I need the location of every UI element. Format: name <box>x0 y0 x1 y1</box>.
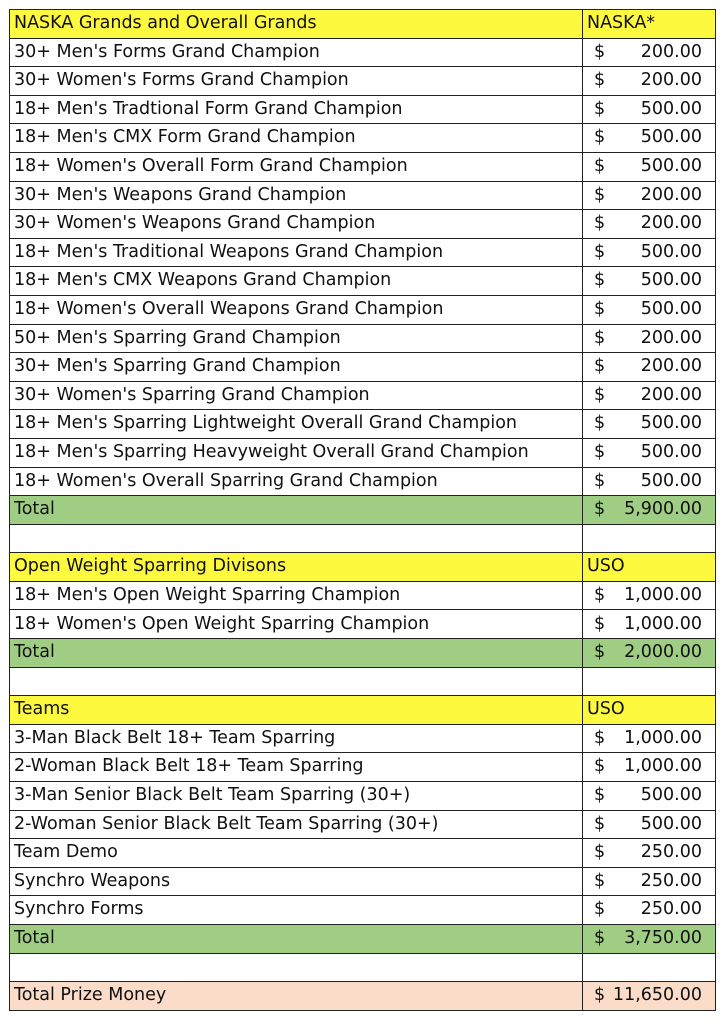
prize-row <box>10 467 716 496</box>
currency-symbol: $ <box>594 928 606 949</box>
label-cell[interactable] <box>10 696 583 725</box>
amount-value: 500.00 <box>640 127 702 148</box>
label-cell[interactable] <box>10 381 583 410</box>
prize-row <box>10 896 716 925</box>
label-text: Open Weight Sparring Divisons <box>14 556 287 577</box>
grand-total-row <box>10 982 716 1011</box>
label-cell[interactable] <box>10 181 583 210</box>
label-cell[interactable] <box>10 267 583 296</box>
amount-cell[interactable] <box>583 95 716 124</box>
label-cell[interactable] <box>10 724 583 753</box>
label-text: 30+ Men's Forms Grand Champion <box>14 41 320 62</box>
amount-value: 500.00 <box>640 413 702 434</box>
label-text: 30+ Men's Weapons Grand Champion <box>14 184 347 205</box>
label-text: 18+ Men's Traditional Weapons Grand Champion <box>14 241 444 262</box>
label-text: 2-Woman Black Belt 18+ Team Sparring <box>14 756 364 777</box>
section-header-row <box>10 696 716 725</box>
label-text: 18+ Women's Overall Weapons Grand Champion <box>14 298 444 319</box>
amount-cell[interactable] <box>583 295 716 324</box>
currency-symbol: $ <box>594 785 606 806</box>
label-cell[interactable] <box>10 438 583 467</box>
amount-cell[interactable] <box>583 152 716 181</box>
amount-value: 5,900.00 <box>624 499 702 520</box>
currency-symbol: $ <box>594 499 606 520</box>
amount-cell[interactable] <box>583 438 716 467</box>
label-cell[interactable] <box>10 95 583 124</box>
amount-value: 3,750.00 <box>624 928 702 949</box>
section-total-row <box>10 496 716 525</box>
prize-row <box>10 324 716 353</box>
label-cell[interactable] <box>10 238 583 267</box>
currency-symbol: $ <box>594 156 606 177</box>
currency-symbol: $ <box>594 470 606 491</box>
label-text: Total <box>14 928 55 949</box>
label-cell[interactable] <box>10 152 583 181</box>
amount-value: 500.00 <box>640 813 702 834</box>
empty-cell[interactable] <box>10 953 583 982</box>
label-text: 18+ Men's Sparring Lightweight Overall Grand Champion <box>14 413 518 434</box>
label-cell[interactable] <box>10 67 583 96</box>
label-text: Synchro Forms <box>14 899 144 920</box>
amount-cell[interactable] <box>583 839 716 868</box>
label-cell[interactable] <box>10 982 583 1011</box>
section-total-row <box>10 925 716 954</box>
label-cell[interactable] <box>10 925 583 954</box>
amount-value: 500.00 <box>640 785 702 806</box>
amount-cell[interactable] <box>583 381 716 410</box>
label-text: Teams <box>14 699 70 720</box>
amount-value: 500.00 <box>640 98 702 119</box>
label-cell[interactable] <box>10 210 583 239</box>
prize-row <box>10 753 716 782</box>
blank-row <box>10 524 716 553</box>
label-text: 18+ Men's Tradtional Form Grand Champion <box>14 98 403 119</box>
amount-value: 500.00 <box>640 298 702 319</box>
label-text: 18+ Women's Open Weight Sparring Champion <box>14 613 430 634</box>
amount-cell[interactable] <box>583 896 716 925</box>
prize-row <box>10 438 716 467</box>
prize-row <box>10 782 716 811</box>
amount-cell[interactable] <box>583 782 716 811</box>
column-cell[interactable] <box>583 696 716 725</box>
section-total-row <box>10 639 716 668</box>
amount-value: 1,000.00 <box>624 584 702 605</box>
currency-symbol: $ <box>594 727 606 748</box>
label-text: 18+ Men's Sparring Heavyweight Overall Grand Champion <box>14 441 529 462</box>
amount-value: 200.00 <box>640 356 702 377</box>
label-cell[interactable] <box>10 467 583 496</box>
label-cell[interactable] <box>10 810 583 839</box>
label-cell[interactable] <box>10 867 583 896</box>
prize-row <box>10 295 716 324</box>
label-cell[interactable] <box>10 581 583 610</box>
currency-symbol: $ <box>594 270 606 291</box>
prize-row <box>10 410 716 439</box>
label-cell[interactable] <box>10 496 583 525</box>
label-text: 50+ Men's Sparring Grand Champion <box>14 327 341 348</box>
empty-cell[interactable] <box>10 524 583 553</box>
label-cell[interactable] <box>10 610 583 639</box>
amount-value: 250.00 <box>640 870 702 891</box>
currency-symbol: $ <box>594 298 606 319</box>
empty-cell[interactable] <box>583 667 716 696</box>
prize-row <box>10 810 716 839</box>
column-header-text: NASKA* <box>587 13 656 34</box>
label-text: 2-Woman Senior Black Belt Team Sparring (30+) <box>14 813 439 834</box>
amount-value: 500.00 <box>640 241 702 262</box>
label-text: Team Demo <box>14 842 118 863</box>
empty-cell[interactable] <box>10 667 583 696</box>
amount-value: 200.00 <box>640 384 702 405</box>
label-cell[interactable] <box>10 839 583 868</box>
label-cell[interactable] <box>10 896 583 925</box>
amount-value: 2,000.00 <box>624 642 702 663</box>
amount-value: 11,650.00 <box>612 985 702 1006</box>
label-text: 30+ Women's Weapons Grand Champion <box>14 213 376 234</box>
currency-symbol: $ <box>594 413 606 434</box>
label-text: Total <box>14 642 55 663</box>
prize-row <box>10 181 716 210</box>
amount-value: 250.00 <box>640 899 702 920</box>
amount-value: 250.00 <box>640 842 702 863</box>
prize-row <box>10 839 716 868</box>
amount-cell[interactable] <box>583 467 716 496</box>
prize-money-table <box>9 9 716 1011</box>
prize-row <box>10 724 716 753</box>
label-text: NASKA Grands and Overall Grands <box>14 13 317 34</box>
amount-value: 1,000.00 <box>624 613 702 634</box>
amount-cell[interactable] <box>583 753 716 782</box>
amount-cell[interactable] <box>583 982 716 1011</box>
label-cell[interactable] <box>10 324 583 353</box>
currency-symbol: $ <box>594 356 606 377</box>
prize-row <box>10 581 716 610</box>
prize-row <box>10 238 716 267</box>
label-text: 30+ Men's Sparring Grand Champion <box>14 356 341 377</box>
prize-row <box>10 210 716 239</box>
label-text: 18+ Men's Open Weight Sparring Champion <box>14 584 401 605</box>
amount-value: 500.00 <box>640 270 702 291</box>
amount-cell[interactable] <box>583 496 716 525</box>
currency-symbol: $ <box>594 584 606 605</box>
label-cell[interactable] <box>10 782 583 811</box>
label-cell[interactable] <box>10 295 583 324</box>
column-cell[interactable] <box>583 553 716 582</box>
amount-cell[interactable] <box>583 210 716 239</box>
currency-symbol: $ <box>594 241 606 262</box>
column-cell[interactable] <box>583 10 716 39</box>
blank-row <box>10 953 716 982</box>
label-text: 18+ Men's CMX Form Grand Champion <box>14 127 356 148</box>
label-cell[interactable] <box>10 639 583 668</box>
amount-cell[interactable] <box>583 324 716 353</box>
column-header-text: USO <box>587 556 625 577</box>
section-header-row <box>10 10 716 39</box>
currency-symbol: $ <box>594 613 606 634</box>
label-text: 3-Man Black Belt 18+ Team Sparring <box>14 727 336 748</box>
amount-cell[interactable] <box>583 610 716 639</box>
amount-value: 1,000.00 <box>624 756 702 777</box>
amount-cell[interactable] <box>583 353 716 382</box>
label-text: 18+ Men's CMX Weapons Grand Champion <box>14 270 392 291</box>
amount-value: 200.00 <box>640 70 702 91</box>
prize-row <box>10 38 716 67</box>
currency-symbol: $ <box>594 813 606 834</box>
amount-cell[interactable] <box>583 810 716 839</box>
amount-cell[interactable] <box>583 267 716 296</box>
currency-symbol: $ <box>594 870 606 891</box>
prize-row <box>10 381 716 410</box>
label-text: 18+ Women's Overall Sparring Grand Champion <box>14 470 438 491</box>
amount-cell[interactable] <box>583 181 716 210</box>
amount-value: 200.00 <box>640 327 702 348</box>
currency-symbol: $ <box>594 756 606 777</box>
currency-symbol: $ <box>594 213 606 234</box>
amount-cell[interactable] <box>583 724 716 753</box>
currency-symbol: $ <box>594 98 606 119</box>
prize-row <box>10 67 716 96</box>
label-cell[interactable] <box>10 38 583 67</box>
currency-symbol: $ <box>594 441 606 462</box>
amount-value: 500.00 <box>640 156 702 177</box>
amount-value: 500.00 <box>640 441 702 462</box>
prize-row <box>10 353 716 382</box>
section-header-row <box>10 553 716 582</box>
amount-cell[interactable] <box>583 925 716 954</box>
currency-symbol: $ <box>594 384 606 405</box>
prize-row <box>10 124 716 153</box>
amount-cell[interactable] <box>583 67 716 96</box>
currency-symbol: $ <box>594 642 606 663</box>
label-text: 3-Man Senior Black Belt Team Sparring (30+) <box>14 785 411 806</box>
prize-money-table-body <box>10 10 716 1011</box>
label-cell[interactable] <box>10 353 583 382</box>
prize-row <box>10 95 716 124</box>
empty-cell[interactable] <box>583 524 716 553</box>
label-text: Total Prize Money <box>14 985 167 1006</box>
label-cell[interactable] <box>10 753 583 782</box>
prize-row <box>10 867 716 896</box>
label-text: 30+ Women's Sparring Grand Champion <box>14 384 370 405</box>
amount-cell[interactable] <box>583 639 716 668</box>
amount-value: 200.00 <box>640 213 702 234</box>
label-text: Total <box>14 499 55 520</box>
amount-value: 500.00 <box>640 470 702 491</box>
blank-row <box>10 667 716 696</box>
prize-row <box>10 267 716 296</box>
currency-symbol: $ <box>594 41 606 62</box>
amount-value: 200.00 <box>640 41 702 62</box>
amount-cell[interactable] <box>583 410 716 439</box>
currency-symbol: $ <box>594 127 606 148</box>
currency-symbol: $ <box>594 985 606 1006</box>
label-cell[interactable] <box>10 410 583 439</box>
currency-symbol: $ <box>594 184 606 205</box>
label-text: Synchro Weapons <box>14 870 171 891</box>
amount-cell[interactable] <box>583 38 716 67</box>
label-cell[interactable] <box>10 10 583 39</box>
currency-symbol: $ <box>594 842 606 863</box>
amount-value: 1,000.00 <box>624 727 702 748</box>
label-text: 30+ Women's Forms Grand Champion <box>14 70 349 91</box>
column-header-text: USO <box>587 699 625 720</box>
amount-value: 200.00 <box>640 184 702 205</box>
currency-symbol: $ <box>594 899 606 920</box>
amount-cell[interactable] <box>583 581 716 610</box>
prize-row <box>10 152 716 181</box>
label-cell[interactable] <box>10 553 583 582</box>
currency-symbol: $ <box>594 70 606 91</box>
amount-cell[interactable] <box>583 867 716 896</box>
prize-row <box>10 610 716 639</box>
empty-cell[interactable] <box>583 953 716 982</box>
amount-cell[interactable] <box>583 238 716 267</box>
amount-cell[interactable] <box>583 124 716 153</box>
label-cell[interactable] <box>10 124 583 153</box>
label-text: 18+ Women's Overall Form Grand Champion <box>14 156 408 177</box>
currency-symbol: $ <box>594 327 606 348</box>
